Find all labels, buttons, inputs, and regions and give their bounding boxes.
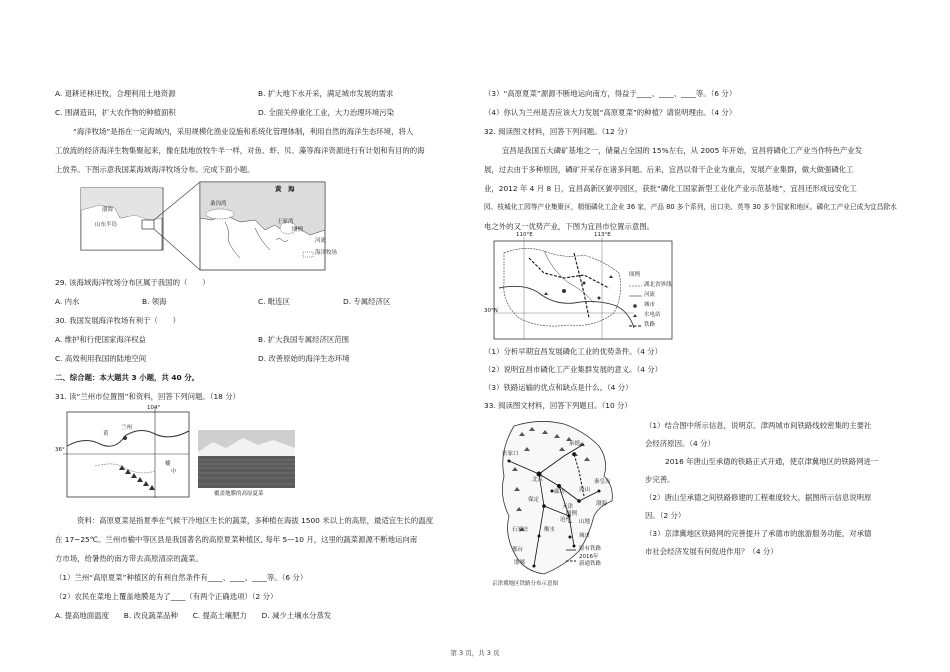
q32-text-1: 宜昌是我国五大磷矿基地之一，储量占全国的 15%左右，从 2005 年开始，宜昌将磷化工产业当作特色产业发 [502, 146, 863, 155]
map1-peninsula-label: 山东半岛 [95, 222, 118, 228]
material-line-1: 资料：高原夏菜是指夏季在气候干冷地区生长的蔬菜，多种植在海拔 1500 米以上的高原，最适宜生长的温度 [77, 516, 434, 525]
material-line-2: 在 17~25℃。兰州市榆中等区县是我国著名的高原夏菜种植区, 每年 5—10 月，这里的蔬菜源源不断地运向南 [55, 535, 418, 544]
jjj-map-graphic [484, 416, 632, 581]
map4-place-bohai: 渤海 [596, 501, 608, 507]
map1-sea-label: 黄 海 [275, 185, 295, 193]
map3-legend-river: 河流 [644, 292, 656, 298]
map4-place-handan: 邯郸 [514, 560, 526, 566]
map2-place2: 中 [171, 469, 177, 475]
photo-caption: 覆盖地膜的高原夏菜 [214, 491, 264, 497]
q28-option-a: A. 退耕还林还牧，合理利用土地资源 [55, 89, 176, 98]
map3-legend-border: 湖北省界线 [644, 282, 672, 288]
map4-legend-rail: 原有铁路 [579, 546, 602, 552]
question-29: 29. 该海域海洋牧场分布区属于我国的（ ） [55, 278, 210, 287]
q32-text-3: 业，2012 年 4 月 8 日，宜昌高新区猇亭园区，获批“磷化工国家新型工业化产业示范基地”，宜昌还形成远安化工 [484, 184, 857, 193]
map2-latitude: 36° [55, 447, 65, 453]
question-31-4: （4）你认为兰州是否应该大力发展“高原夏菜”的种植？请说明理由。（4 分） [484, 108, 737, 117]
q33-1-line-a: （1）结合图中所示信息，说明京、津两城市间铁路线较密集的主要社 [645, 421, 872, 430]
ocean-ranch-map [80, 180, 345, 275]
lanzhou-location-map [55, 406, 195, 501]
map4-place-chengde: 承德 [569, 441, 581, 447]
question-32-1: （1）分析早期宜昌发展磷化工业的优势条件。（4 分） [484, 347, 663, 356]
map1-legend-river: 河流 [315, 238, 327, 244]
map4-legend-city: 城市 [579, 533, 591, 539]
q33-text-line-a: 2016 年唐山至承德的铁路正式开通，使京津冀地区的铁路网进一 [665, 457, 879, 466]
map4-legend-new2: 新通铁路 [579, 561, 602, 567]
material-line-3: 方市场，给暑热的南方带去高原清凉的蔬菜。 [55, 554, 203, 563]
section-heading: 二、综合题：本大题共 3 小题，共 40 分。 [55, 373, 199, 382]
map2-longitude: 104° [147, 405, 161, 411]
map4-place-beijing: 北京 [532, 477, 544, 483]
question-31: 31. 读“兰州市位置图”和资料，回答下列问题。（18 分） [55, 392, 241, 401]
map4-place-zhangjiakou: 张家口 [502, 451, 519, 457]
map3-legend-hydro: 水电站 [644, 312, 661, 318]
question-31-2: （2）农民在菜地上覆盖地膜是为了____（有两个正确选项）（2 分） [55, 592, 278, 601]
highland-vegetable-photo [198, 430, 295, 488]
q32-text-2: 展，过去由于多种原因，磷矿开采存在诸多问题。后来，宜昌以骨干企业为重点，发展产业集群，做大做强磷化工 [484, 165, 854, 174]
q29-option-d: D. 专属经济区 [343, 297, 391, 306]
map1-bay3-label: 王家湾 [277, 219, 294, 225]
map4-caption: 京津冀地区铁路分布示意图 [492, 581, 559, 587]
ocean-ranch-map-graphic [80, 180, 345, 275]
q29-option-c: C. 毗连区 [258, 297, 291, 306]
map4-place-tianjin: 天津 [562, 504, 574, 510]
q29-option-b: B. 领海 [142, 297, 167, 306]
q28-option-d: D. 全面关停重化工业，大力治理环境污染 [258, 108, 395, 117]
q30-option-b: B. 扩大我国专属经济区范围 [258, 335, 350, 344]
question-32-3: （3）铁路运输的优点和缺点是什么。（4 分） [484, 383, 633, 392]
intro-line-1: “海洋牧场”是指在一定海域内，采用规模化渔业设施和系统化管理体制，利用自然的海洋生态环境，将人 [73, 127, 414, 136]
map4-legend-new: 2016年 [579, 554, 599, 560]
question-32: 32. 阅读图文材料，回答下列问题。（12 分） [484, 127, 632, 136]
question-33: 33. 阅读图文材料，回答下列题目。（10 分） [484, 401, 632, 410]
q29-option-a: A. 内水 [55, 297, 80, 306]
map1-legend-ranch: 海洋牧场 [315, 250, 338, 256]
q33-2-line-b: 因。（2 分） [645, 511, 686, 520]
intro-line-2: 工放流的经济海洋生物集聚起来，像在陆地放牧牛羊一样，对鱼、虾、贝、藻等海洋资源进行有计划和有目的的海 [55, 146, 425, 155]
q33-3-line-a: （3）京津冀地区铁路网的完善提升了承德市的旅游服务功能，对承德 [645, 529, 872, 538]
q28-option-b: B. 扩大地下水开采，满足城市发展的需求 [258, 89, 394, 98]
yichang-location-map [484, 233, 674, 343]
map4-place-tangshan: 唐山 [579, 487, 591, 493]
page-footer: 第 3 页，共 3 页 [450, 649, 500, 657]
q32-text-4: 园、枝城化工园等产业集聚区，精细磷化工企业 36 家，产品 80 多个系列，出口美、英等 30 多个国家和地区。磷化工产业已成为宜昌除水 [484, 203, 897, 211]
map3-legend-rail: 铁路 [644, 322, 656, 328]
map2-city-label: 兰州 [121, 425, 133, 431]
q30-option-c: C. 高效利用我国的陆地空间 [55, 354, 147, 363]
q33-text-line-b: 步完善。 [645, 475, 675, 484]
map4-place-langfang: 廊坊 [554, 489, 566, 495]
q30-option-d: D. 改善原始的海洋生态环境 [258, 354, 350, 363]
map1-bay2-label: 桑沟湾 [210, 201, 227, 207]
lanzhou-map-graphic [55, 406, 195, 501]
q30-option-a: A. 维护和行使国家海洋权益 [55, 335, 146, 344]
map3-lon1: 110°E [516, 232, 533, 238]
map4-place-hengshui: 衡水 [544, 527, 556, 533]
q32-text-5: 电之外的又一优势产业，下图为宜昌市位置示意图。 [484, 222, 654, 231]
question-31-1: （1）兰州“高原夏菜”种植区的有利自然条件有____、____、____等。（6 分） [55, 573, 308, 582]
jjj-railway-map [484, 416, 632, 596]
map4-legend-mountain: 山地 [579, 519, 591, 525]
intro-line-3: 上放养。下图示意我国某海域海洋牧场分布。完成下面小题。 [55, 165, 255, 174]
q33-3-line-b: 市社会经济发展有何促进作用？（4 分） [645, 547, 778, 556]
q28-option-c: C. 围湖造田，扩大农作物的种植面积 [55, 108, 176, 117]
question-30: 30. 我国发展海洋牧场有利于（ ） [55, 316, 180, 325]
map4-place-baoding: 保定 [528, 497, 540, 503]
q33-2-line-a: （2）唐山至承德之间铁路修建的工程难度较大。据图所示信息说明原 [645, 493, 872, 502]
map4-place-qinhuangdao: 秦皇岛 [594, 479, 611, 485]
map3-lon2: 113°E [594, 232, 611, 238]
map2-place1: 榆 [165, 461, 171, 467]
map4-place-xingtai: 邢台 [512, 547, 524, 553]
highland-vegetable-photo-graphic [198, 430, 295, 488]
q33-1-line-b: 会经济原因。（4 分） [645, 439, 715, 448]
map3-legend-title: 图例 [629, 272, 641, 278]
question-31-2-options: A. 提高地面温度 B. 改良蔬菜品种 C. 提高土壤肥力 D. 减少土壤水分蒸发 [55, 611, 332, 620]
map3-lat: 30°N [484, 308, 498, 314]
map1-legend-title: 图例 [292, 227, 304, 233]
map4-place-shijiazhuang: 石家庄 [512, 527, 529, 533]
map2-river-label: 黄 [103, 431, 109, 437]
map4-place-cangzhou: 沧州 [560, 517, 572, 523]
map4-legend-title: 图例 [566, 511, 578, 517]
question-31-3: （3）“高原夏菜”源源不断地运向南方，得益于____、____、____等。（6 分） [484, 89, 737, 98]
map3-legend-city: 城市 [644, 302, 656, 308]
map1-bay-label: 渤海 [102, 207, 114, 213]
question-32-2: （2）说明宜昌市磷化工产业集群发展的意义。（4 分） [484, 365, 663, 374]
